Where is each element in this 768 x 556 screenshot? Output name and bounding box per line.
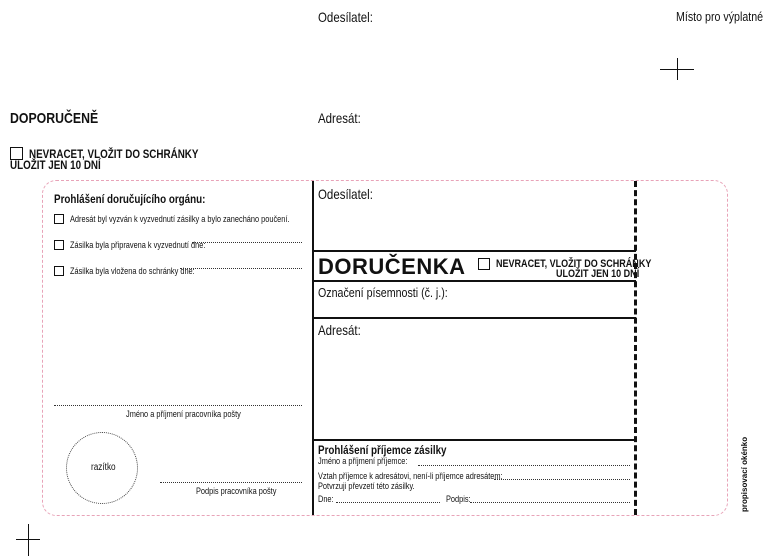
mailbox-date-line[interactable] [180,268,302,269]
rule-below-title [313,280,636,282]
prepared-label: Zásilka byla připravena k vyzvednutí dne: [70,239,206,250]
receipt-store-label: ULOŽIT JEN 10 DNÍ [556,268,640,280]
signature-line[interactable] [470,502,630,503]
rule-above-title [313,250,636,252]
clerk-name-caption: Jméno a příjmení pracovníka pošty [126,409,241,419]
delivery-declaration-heading: Prohlášení doručujícího orgánu: [54,192,206,206]
recipient-name-label: Jméno a příjmení příjemce: [318,456,408,466]
top-addressee-label: Adresát: [318,110,361,126]
date-line[interactable] [336,502,440,503]
signature-label: Podpis: [446,494,471,504]
carbon-window-label: propisovací okénko [740,436,749,512]
clerk-signature-caption: Podpis pracovníka pošty [196,486,277,496]
panel-divider [312,181,314,515]
prepared-checkbox[interactable] [54,240,64,250]
registered-label: DOPORUČENĚ [10,110,99,127]
perforation-line [634,181,637,515]
mailbox-label: Zásilka byla vložena do schránky dne: [70,265,196,276]
check-row-prepared [54,236,236,254]
date-label: Dne: [318,494,334,504]
clerk-name-line[interactable] [54,405,302,406]
recipient-declaration-heading: Prohlášení příjemce zásilky [318,443,447,457]
document-reference-label: Označení písemnosti (č. j.): [318,285,448,300]
receipt-title: DORUČENKA [318,254,466,279]
receipt-no-return-label: NEVRACET, VLOŽIT DO SCHRÁNKY [496,257,652,270]
rule-above-addressee [313,317,636,319]
postage-place-label: Místo pro výplatné [676,9,764,24]
prepared-date-line[interactable] [192,242,302,243]
store-10-days-label: ULOŽIT JEN 10 DNÍ [10,158,101,172]
crop-mark-bottom-vertical [28,524,29,556]
stamp-label: razítko [91,462,116,473]
relation-label: Vztah příjemce k adresátovi, není-li příjemce adresátem: [318,471,503,481]
relation-line[interactable] [494,479,630,480]
rule-above-recipient [313,439,636,441]
receipt-sender-label: Odesílatel: [318,186,373,202]
mailbox-checkbox[interactable] [54,266,64,276]
receipt-addressee-label: Adresát: [318,322,361,338]
receipt-no-return-checkbox[interactable] [478,258,490,270]
clerk-signature-line[interactable] [160,482,302,483]
confirmation-label: Potvrzuji převzetí této zásilky. [318,481,415,491]
check-row-mailbox [54,262,223,280]
recipient-name-line[interactable] [418,465,630,466]
crop-mark-vertical [677,58,678,80]
no-return-label: NEVRACET, VLOŽIT DO SCHRÁNKY [29,146,199,161]
check-row-notice [54,210,338,228]
notice-label: Adresát byl vyzván k vyzvednutí zásilky a bylo zanecháno poučení. [70,213,290,224]
top-sender-label: Odesílatel: [318,9,373,25]
notice-checkbox[interactable] [54,214,64,224]
